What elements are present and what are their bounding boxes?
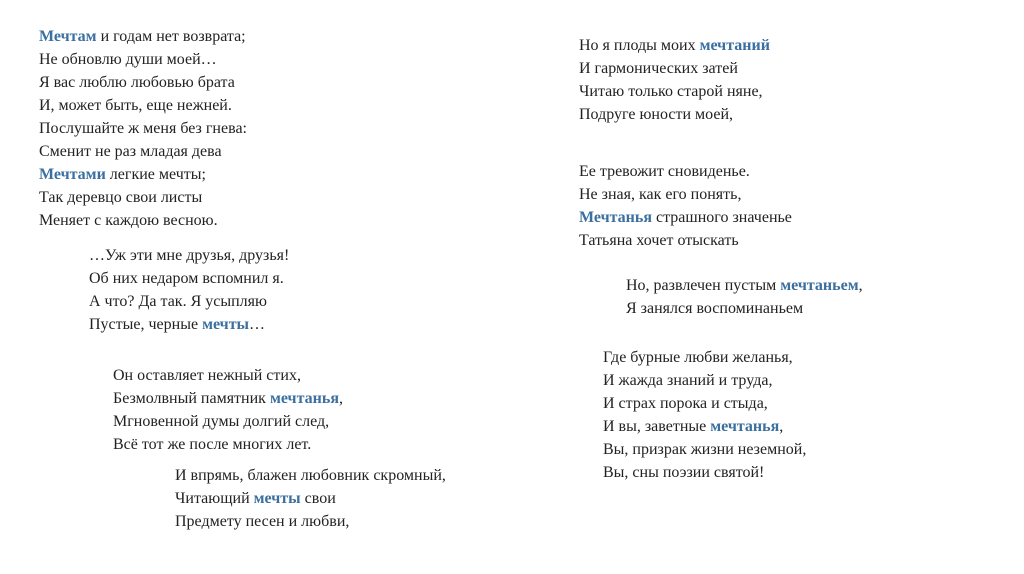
poem-line <box>113 364 343 387</box>
poem-line <box>603 346 806 369</box>
poem-line <box>175 510 446 533</box>
poem-line <box>39 25 247 48</box>
line-text: , <box>338 390 343 407</box>
poem-line <box>175 487 446 510</box>
line-text: И, может быть, еще нежней. <box>39 97 232 114</box>
line-text: Я занялся воспоминаньем <box>626 300 804 317</box>
line-text: И жажда знаний и труда, <box>603 372 773 389</box>
line-text: Татьяна хочет отыскать <box>579 232 739 249</box>
line-text: Меняет с каждою весною. <box>39 212 218 229</box>
poem-line <box>89 244 289 267</box>
poem-line <box>39 186 247 209</box>
line-text: Читающий <box>175 490 254 507</box>
line-text: И страх порока и стыда, <box>603 395 768 412</box>
poem-line <box>39 140 247 163</box>
line-text: Вы, сны поэзии святой! <box>603 464 765 481</box>
line-text: Ее тревожит сновиденье. <box>579 163 750 180</box>
highlighted-word: Мечтами <box>39 166 106 183</box>
poem-line <box>89 290 289 313</box>
poem-line <box>39 94 247 117</box>
line-text: Не зная, как его понять, <box>579 186 742 203</box>
poem-line <box>579 183 792 206</box>
line-text: , <box>779 418 784 435</box>
highlighted-word: мечты <box>202 316 250 333</box>
poem-line <box>579 229 792 252</box>
stanza-6 <box>579 160 792 252</box>
line-text: Я вас люблю любовью брата <box>39 74 235 91</box>
poem-line <box>89 313 289 336</box>
line-text: …Уж эти мне друзья, друзья! <box>89 247 290 264</box>
line-text: Безмолвный памятник <box>113 390 270 407</box>
line-text: Мгновенной думы долгий след, <box>113 413 330 430</box>
poem-line <box>89 267 289 290</box>
poem-line <box>579 34 770 57</box>
poem-line <box>603 461 806 484</box>
line-text: … <box>249 316 266 333</box>
highlighted-word: мечты <box>253 490 301 507</box>
line-text: страшного значенье <box>652 209 792 226</box>
line-text: Послушайте ж меня без гнева: <box>39 120 247 137</box>
line-text: Где бурные любви желанья, <box>603 349 793 366</box>
line-text: Подруге юности моей, <box>579 106 734 123</box>
poem-line <box>39 163 247 186</box>
poem-line <box>579 103 770 126</box>
stanza-5 <box>579 34 770 126</box>
stanza-1 <box>39 25 247 232</box>
poem-line <box>113 410 343 433</box>
line-text: Но я плоды моих <box>579 37 700 54</box>
stanza-2 <box>89 244 289 336</box>
line-text: Но, развлечен пустым <box>626 277 781 294</box>
line-text: Об них недаром вспомнил я. <box>89 270 284 287</box>
poem-line <box>39 48 247 71</box>
line-text: И гармонических затей <box>579 60 738 77</box>
highlighted-word: мечтанья <box>710 418 780 435</box>
poem-line <box>39 209 247 232</box>
stanza-3 <box>113 364 343 456</box>
highlighted-word: Мечтам <box>39 28 97 45</box>
poem-line <box>603 438 806 461</box>
line-text: И впрямь, блажен любовник скромный, <box>175 467 446 484</box>
poem-line <box>175 464 446 487</box>
poem-line <box>579 160 792 183</box>
line-text: Всё тот же после многих лет. <box>113 436 312 453</box>
poem-line <box>626 274 863 297</box>
poem-line <box>603 392 806 415</box>
line-text: Читаю только старой няне, <box>579 83 763 100</box>
poem-line <box>626 297 863 320</box>
poem-line <box>603 369 806 392</box>
line-text: свои <box>300 490 336 507</box>
line-text: и годам нет возврата; <box>96 28 246 45</box>
line-text: Он оставляет нежный стих, <box>113 367 301 384</box>
line-text: Не обновлю души моей… <box>39 51 217 68</box>
poem-line <box>579 206 792 229</box>
line-text: Сменит не раз младая дева <box>39 143 222 160</box>
stanza-7 <box>626 274 863 320</box>
highlighted-word: Мечтанья <box>579 209 653 226</box>
poem-line <box>579 57 770 80</box>
highlighted-word: мечтаний <box>699 37 770 54</box>
line-text: Предмету песен и любви, <box>175 513 350 530</box>
line-text: Так деревцо свои листы <box>39 189 203 206</box>
line-text: Вы, призрак жизни неземной, <box>603 441 807 458</box>
poem-line <box>39 71 247 94</box>
poem-line <box>113 433 343 456</box>
poem-line <box>579 80 770 103</box>
stanza-8 <box>603 346 806 484</box>
poem-line <box>39 117 247 140</box>
line-text: , <box>858 277 863 294</box>
poem-line <box>603 415 806 438</box>
line-text: И вы, заветные <box>603 418 711 435</box>
line-text: Пустые, черные <box>89 316 203 333</box>
highlighted-word: мечтаньем <box>780 277 859 294</box>
poem-line <box>113 387 343 410</box>
highlighted-word: мечтанья <box>269 390 339 407</box>
stanza-4 <box>175 464 446 533</box>
line-text: легкие мечты; <box>105 166 206 183</box>
line-text: А что? Да так. Я усыпляю <box>89 293 267 310</box>
